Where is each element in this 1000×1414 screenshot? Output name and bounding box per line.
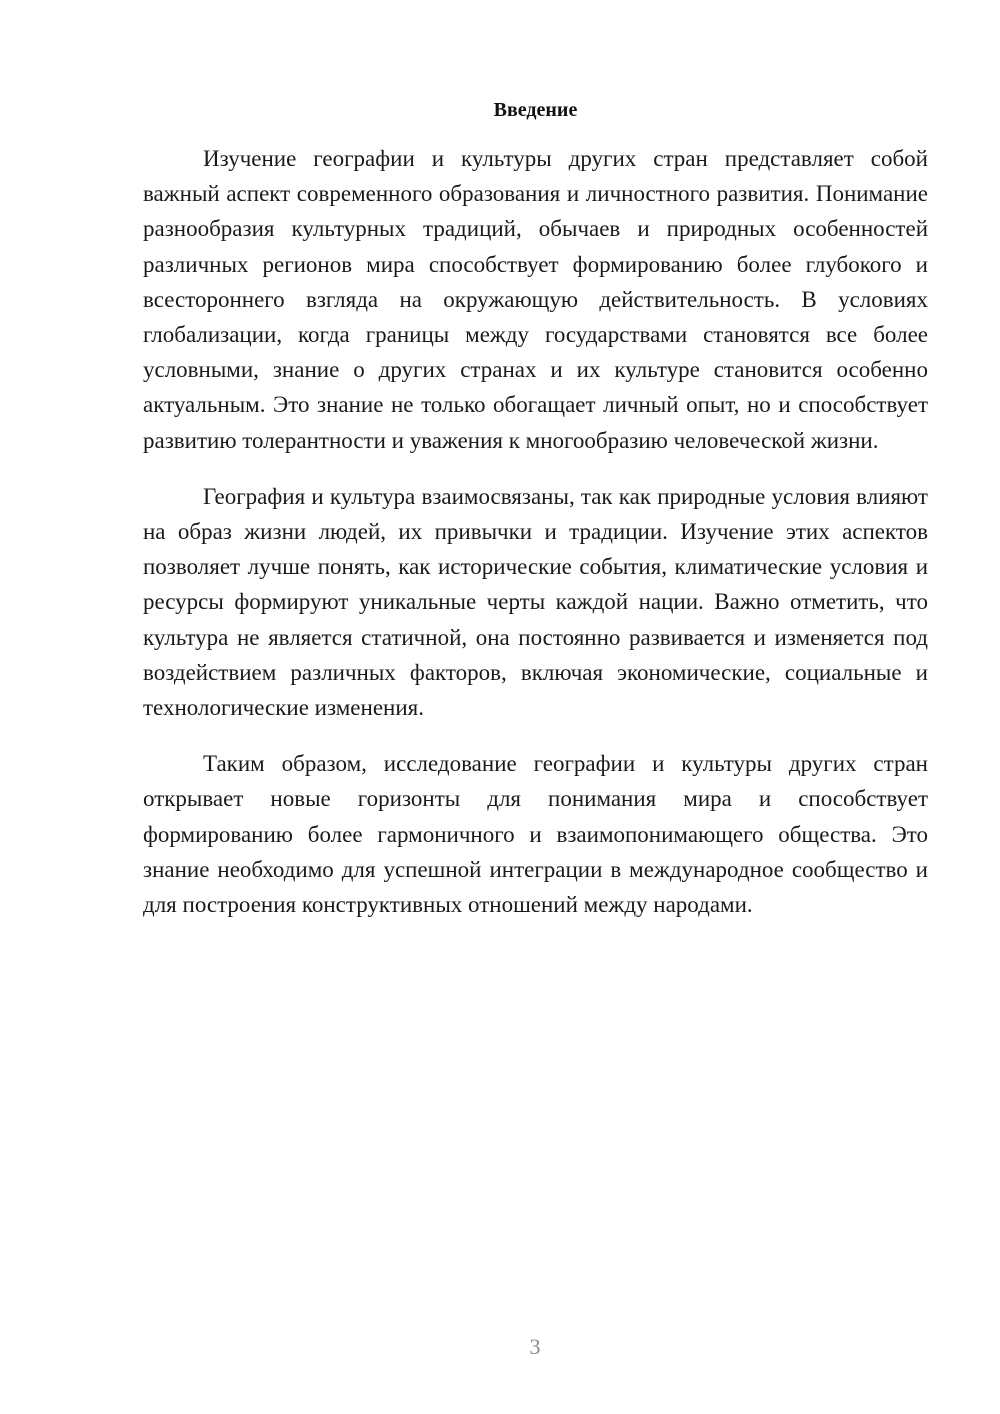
document-body <box>143 95 928 943</box>
page-number: 3 <box>529 1334 541 1359</box>
paragraph-3: Таким образом, исследование географии и культуры других стран открывает новые горизонты для понимания мира и способствует формированию более гармоничного и взаимопонимающего общества. Это знание необходимо для успешной интеграции в международное сообщество и для построения конструктивных отношений между народами. <box>143 751 928 918</box>
paragraph-1: Изучение географии и культуры других стран представляет собой важный аспект современного образования и личностного развития. Понимание разнообразия культурных традиций, обычаев и природных особенностей различных регионов мира способствует формированию более глубокого и всестороннего взгляда на окружающую действительность. В условиях глобализации, когда границы между государствами становятся все более условными, знание о других странах и их культуре становится особенно актуальным. Это знание не только обогащает личный опыт, но и способствует развитию толерантности и уважения к многообразию человеческой жизни. <box>143 146 928 453</box>
section-title: Введение <box>493 99 578 121</box>
paragraph-2: География и культура взаимосвязаны, так как природные условия влияют на образ жизни людей, их привычки и традиции. Изучение этих аспектов позволяет лучше понять, как исторические события, климатические условия и ресурсы формируют уникальные черты каждой нации. Важно отметить, что культура не является статичной, она постоянно развивается и изменяется под воздействием различных факторов, включая экономические, социальные и технологические изменения. <box>143 483 928 721</box>
